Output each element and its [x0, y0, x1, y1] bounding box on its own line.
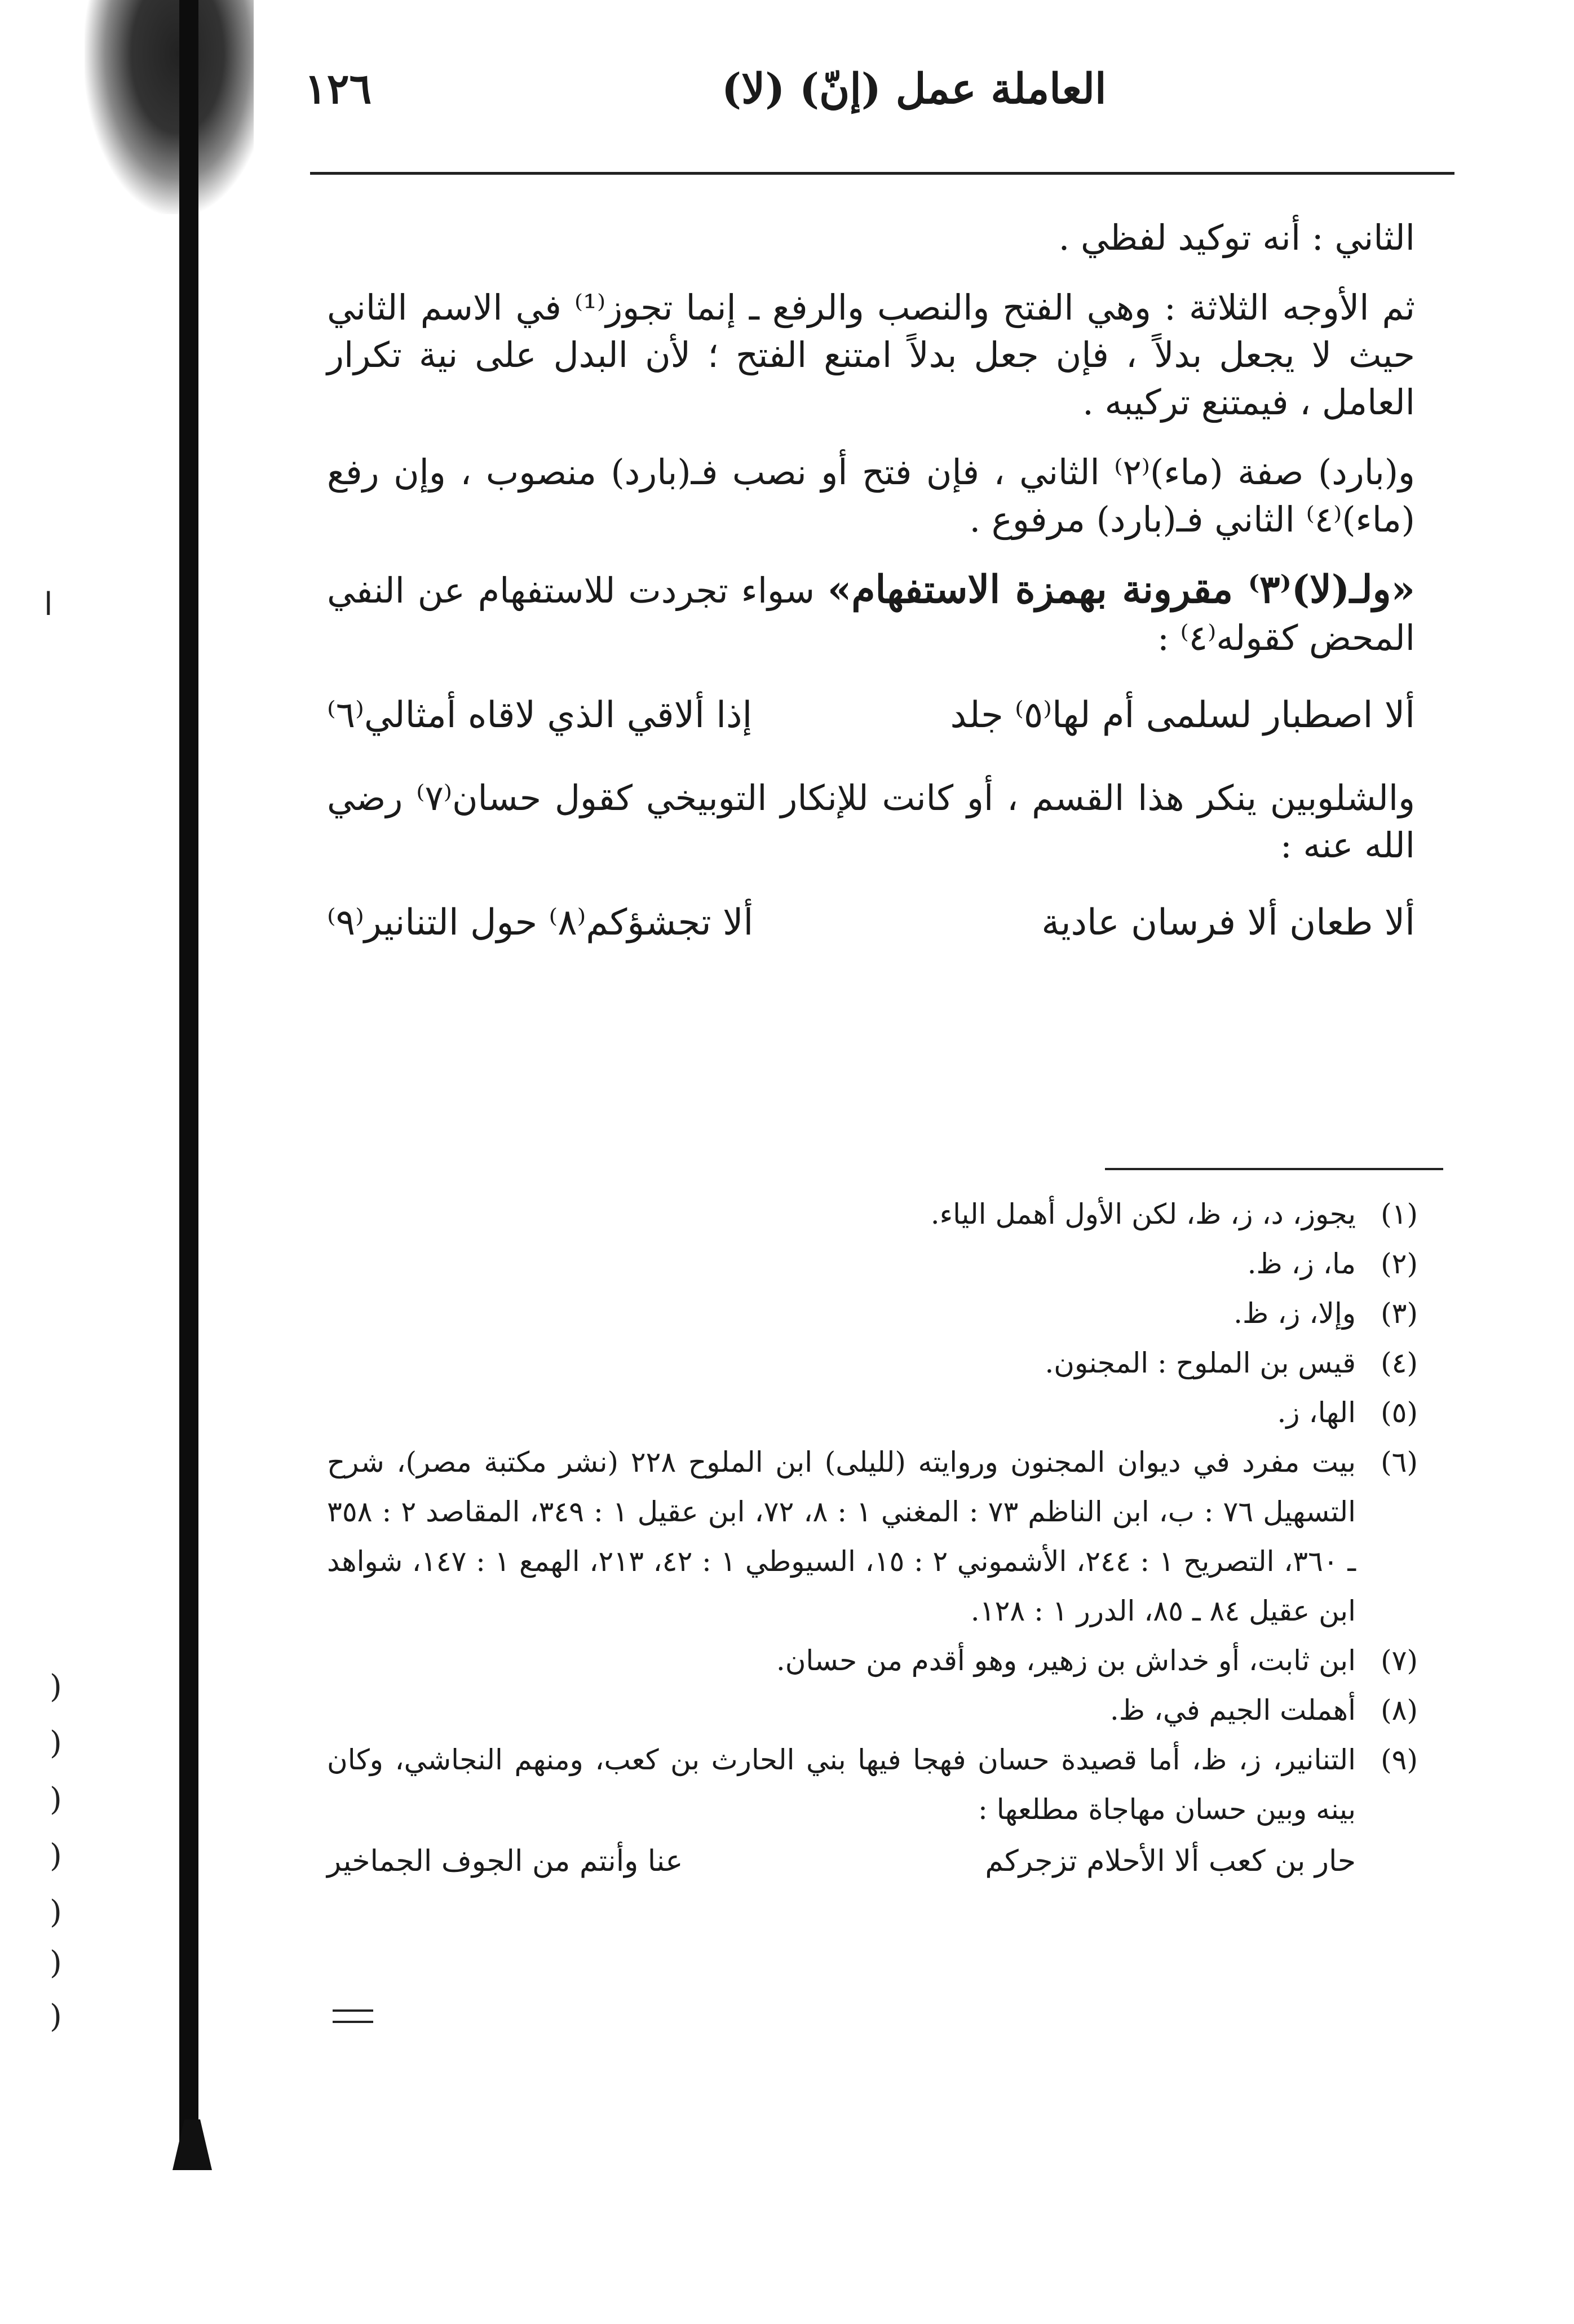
footnote-rule	[1105, 1168, 1443, 1170]
footnote-number: (٢)	[1381, 1247, 1418, 1280]
footnote	[327, 1735, 1418, 1834]
spine-foot	[173, 2119, 212, 2170]
verse-first-hemistich: ألا طعان ألا فرسان عادية	[1041, 902, 1415, 944]
footnote-text: ابن ثابت، أو خداش بن زهير، وهو أقدم من حسان.	[776, 1644, 1356, 1677]
footnote-number: (٦)	[1381, 1446, 1418, 1478]
margin-mark: )	[50, 1894, 62, 1931]
verse-first-hemistich: ألا اصطبار لسلمى أم لها⁽٥⁾ جلد	[950, 694, 1415, 736]
verse-second-hemistich: إذا ألاقي الذي لاقاه أمثالي⁽٦⁾	[327, 694, 753, 736]
page-header	[304, 65, 1454, 127]
verse-second-hemistich: عنا وأنتم من الجوف الجماخير	[327, 1844, 683, 1878]
verse-first-hemistich: حار بن كعب ألا الأحلام تزجركم	[985, 1844, 1356, 1878]
footnote-text: يجوز، د، ز، ظ، لكن الأول أهمل الياء.	[930, 1198, 1356, 1230]
footnote-number: (٣)	[1381, 1297, 1418, 1330]
header-rule	[310, 172, 1454, 175]
footnotes	[327, 1189, 1418, 1888]
footnote-number: (٤)	[1381, 1347, 1418, 1379]
bold-quote: «ولـ(لا)⁽٣⁾ مقرونة بهمزة الاستفهام»	[827, 567, 1415, 612]
margin-mark: )	[50, 1838, 62, 1874]
footnote-text: أهملت الجيم في، ظ.	[1109, 1694, 1356, 1727]
footnote-text: التنانير، ز، ظ، أما قصيدة حسان فهجا فيها بني الحارث بن كعب، ومنهم النجاشي، وكان بينه وبين حسان مهاجاة مطلعها :	[327, 1743, 1356, 1826]
footnote-verse	[327, 1834, 1356, 1888]
footnote-number: (٩)	[1381, 1743, 1418, 1776]
margin-mark: )	[50, 1668, 62, 1705]
footnote-text: قيس بن الملوح : المجنون.	[1045, 1347, 1356, 1379]
verse-second-hemistich: ألا تجشؤكم⁽٨⁾ حول التنانير⁽٩⁾	[327, 902, 754, 944]
end-mark	[333, 2009, 373, 2023]
margin-mark: )	[50, 1781, 62, 1818]
footnote	[327, 1437, 1418, 1636]
footnote	[327, 1289, 1418, 1338]
footnote	[327, 1239, 1418, 1289]
poetry-verse	[327, 684, 1415, 746]
footnote-number: (١)	[1381, 1198, 1418, 1230]
margin-mark: )	[50, 1725, 62, 1761]
margin-mark: ا	[44, 586, 53, 623]
running-title: (لا) العاملة عمل (إنّ)	[722, 65, 1107, 113]
footnote	[327, 1189, 1418, 1239]
footnote-text: وإلا، ز، ظ.	[1233, 1297, 1356, 1330]
paragraph: الثاني : أنه توكيد لفظي .	[1058, 217, 1415, 258]
margin-mark: )	[50, 1945, 62, 1981]
footnote	[327, 1685, 1418, 1735]
page-number: ١٢٦	[304, 65, 372, 113]
footnote-text: ما، ز، ظ.	[1247, 1247, 1356, 1280]
paragraph: ثم الأوجه الثلاثة : وهي الفتح والنصب والرفع ـ إنما تجوز⁽¹⁾ في الاسم الثاني حيث لا يجعل بدلاً ، فإن جعل بدلاً امتنع الفتح ؛ لأن البدل على نية تكرار العامل ، فيمتنع تركيبه .	[327, 287, 1415, 423]
footnote	[327, 1338, 1418, 1388]
book-spine	[179, 0, 198, 2159]
margin-mark: )	[50, 1998, 62, 2035]
paragraph	[327, 566, 1415, 662]
footnote-text: بيت مفرد في ديوان المجنون وروايته (لليلى) ابن الملوح ٢٢٨ (نشر مكتبة مصر)، شرح التسهيل ٧٦ : ب، ابن الناظم ٧٣ : المغني ١ : ٨، ٧٢، ابن عقيل ١ : ٣٤٩، المقاصد ٢ : ٣٥٨ ـ ٣٦٠، التصريح ١ : ٢٤٤، الأشموني ٢ : ١٥، السيوطي ١ : ٤٢، ٢١٣، الهمع ١ : ١٤٧، شواهد ابن عقيل ٨٤ ـ ٨٥، الدرر ١ : ١٢٨.	[327, 1446, 1356, 1627]
footnote-number: (٥)	[1381, 1396, 1418, 1429]
footnote	[327, 1636, 1418, 1685]
paragraph: والشلوبين ينكر هذا القسم ، أو كانت للإنكار التوبيخي كقول حسان⁽٧⁾ رضي الله عنه :	[327, 777, 1416, 866]
main-text	[327, 214, 1415, 982]
footnote-text: الها، ز.	[1277, 1396, 1356, 1429]
footnote	[327, 1388, 1418, 1437]
paragraph-text: سواء تجردت للاستفهام عن النفي المحض كقوله⁽٤⁾ :	[327, 570, 1415, 658]
poetry-verse	[327, 892, 1415, 954]
paragraph: و(بارد) صفة (ماء)⁽٢⁾ الثاني ، فإن فتح أو نصب فـ(بارد) منصوب ، وإن رفع (ماء)⁽٤⁾ الثاني فـ(بارد) مرفوع .	[327, 451, 1415, 540]
footnote-number: (٨)	[1381, 1694, 1418, 1727]
footnote-number: (٧)	[1381, 1644, 1418, 1677]
binding-shadow	[85, 0, 254, 214]
